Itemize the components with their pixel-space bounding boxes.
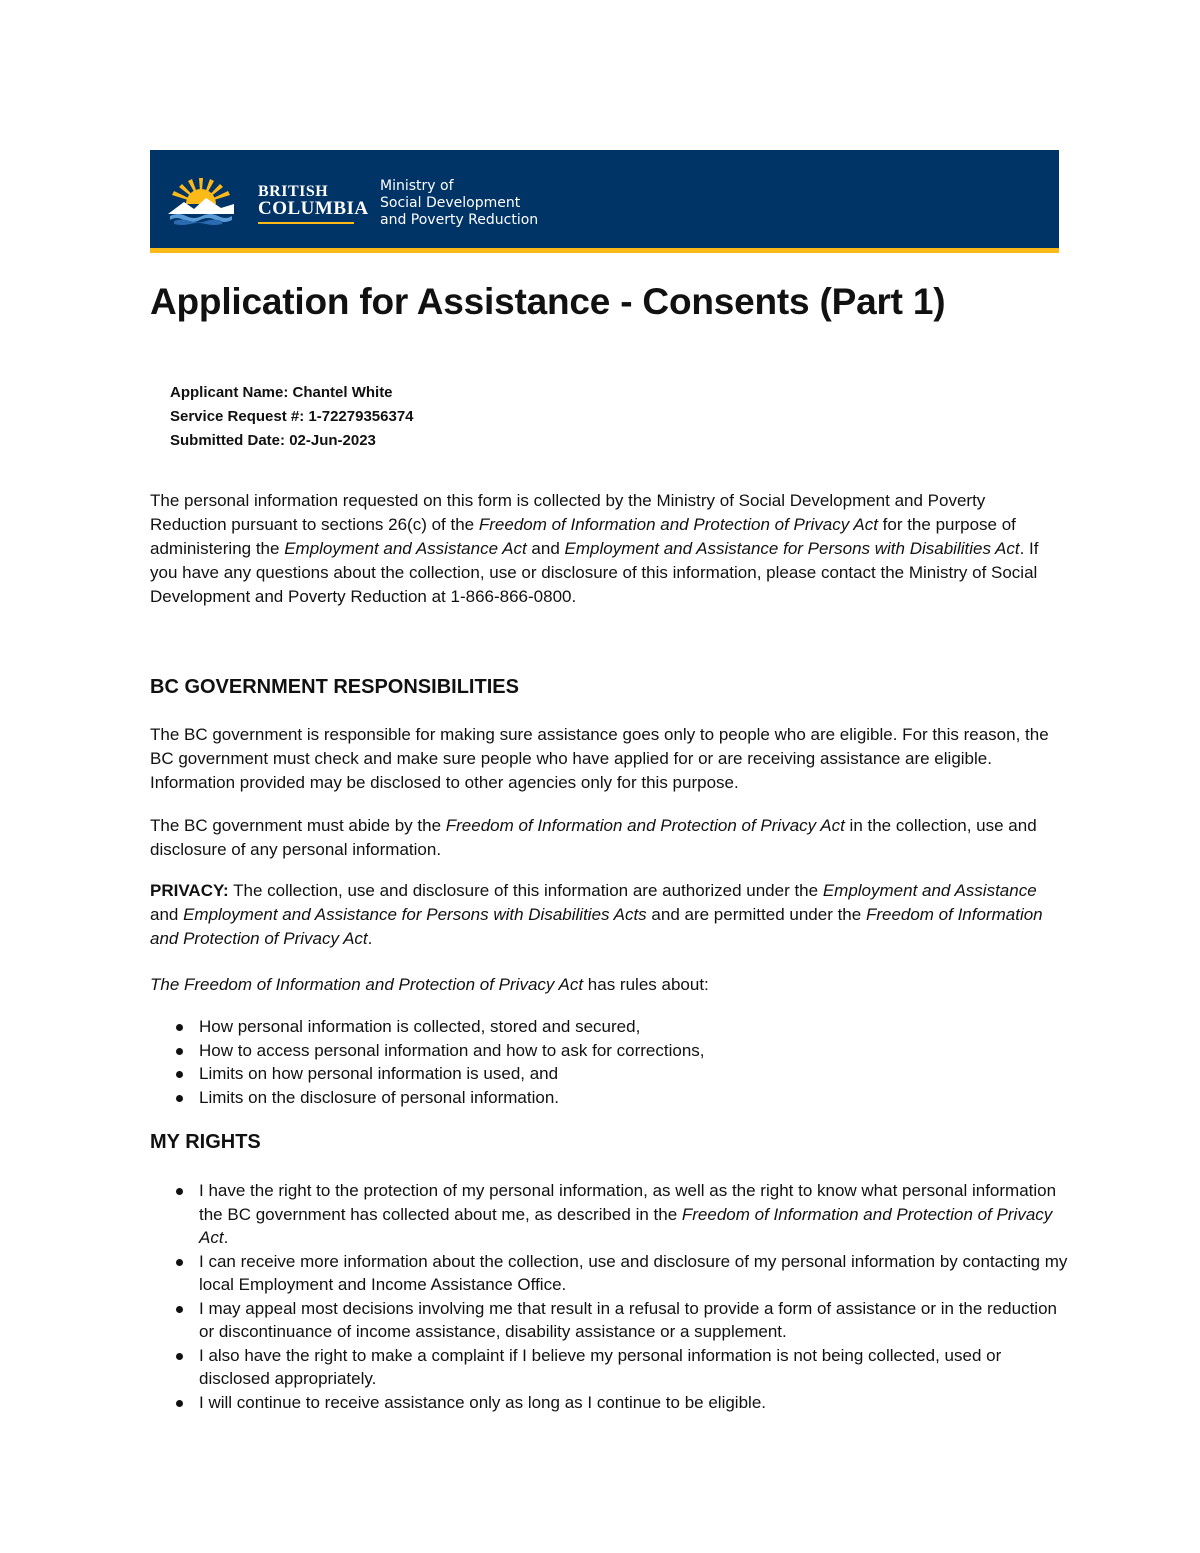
intro-italic-3: Employment and Assistance for Persons with Disabilities Act xyxy=(564,539,1020,558)
bc-sun-logo xyxy=(166,174,236,226)
service-request-value: 1-72279356374 xyxy=(308,408,414,425)
bc-wordmark xyxy=(258,183,369,217)
list-item: I also have the right to make a complaint if I believe my personal information is not being collected, used or disclosed appropriately. xyxy=(170,1344,1070,1391)
rules-intro xyxy=(150,973,1060,997)
privacy-text-3: and are permitted under the xyxy=(646,905,866,924)
privacy-paragraph xyxy=(150,879,1060,951)
heading-my-rights: MY RIGHTS xyxy=(150,1131,261,1153)
gov-p2-italic-1: Freedom of Information and Protection of Privacy Act xyxy=(445,816,845,835)
service-request-row xyxy=(170,405,414,429)
page-title: Application for Assistance - Consents (Part 1) xyxy=(150,281,946,322)
heading-gov-responsibilities: BC GOVERNMENT RESPONSIBILITIES xyxy=(150,676,519,698)
header-banner xyxy=(150,150,1059,253)
rights-b1-text-2: . xyxy=(223,1228,229,1247)
applicant-name-value: Chantel White xyxy=(292,384,393,401)
ministry-name xyxy=(380,178,538,229)
list-item: I can receive more information about the collection, use and disclosure of my personal information by contacting my local Employment and Income Assistance Office. xyxy=(170,1250,1070,1297)
submitted-date-value: 02-Jun-2023 xyxy=(289,432,376,449)
ministry-line-3: and Poverty Reduction xyxy=(380,212,539,228)
ministry-line-2: Social Development xyxy=(380,195,521,211)
list-item: How to access personal information and how to ask for corrections, xyxy=(170,1039,1070,1063)
applicant-info xyxy=(170,381,414,453)
list-item: How personal information is collected, stored and secured, xyxy=(170,1015,1070,1039)
privacy-text-4: . xyxy=(367,929,373,948)
ministry-line-1: Ministry of xyxy=(380,178,454,194)
privacy-italic-1: Employment and Assistance xyxy=(822,881,1037,900)
privacy-italic-2: Employment and Assistance for Persons with Disabilities Acts xyxy=(183,905,647,924)
applicant-name-row xyxy=(170,381,414,405)
rights-b1-italic: Freedom of Information and Protection of Privacy Act xyxy=(199,1204,1053,1247)
intro-italic-2: Employment and Assistance Act xyxy=(284,539,527,558)
gov-p2-text-1: The BC government must abide by the xyxy=(150,816,446,835)
privacy-text-1: The collection, use and disclosure of this information are authorized under the xyxy=(228,881,823,900)
list-item: I may appeal most decisions involving me that result in a refusal to provide a form of assistance or in the reduction or discontinuance of income assistance, disability assistance or a supplement. xyxy=(170,1297,1070,1344)
intro-text-2: for the purpose of administering the xyxy=(150,515,1016,558)
intro-text-1: The personal information requested on this form is collected by the Ministry of Social Development and Poverty Reduction pursuant to sections 26(c) of the xyxy=(150,491,986,534)
intro-italic-1: Freedom of Information and Protection of Privacy Act xyxy=(478,515,878,534)
rights-b1-text-1: I have the right to the protection of my personal information, as well as the right to know what personal information the BC government has collected about me, as described in the xyxy=(199,1181,1057,1224)
submitted-date-row xyxy=(170,429,414,453)
intro-paragraph xyxy=(150,489,1060,609)
gov-paragraph-2 xyxy=(150,814,1060,862)
rules-text: has rules about: xyxy=(583,975,709,994)
list-item: Limits on the disclosure of personal information. xyxy=(170,1086,1070,1110)
submitted-date-label: Submitted Date: xyxy=(170,432,286,449)
privacy-text-2: and xyxy=(150,905,184,924)
list-item xyxy=(170,1179,1070,1250)
privacy-italic-3: Freedom of Information and Protection of Privacy Act xyxy=(150,905,1043,948)
intro-text-4: . If you have any questions about the collection, use or disclosure of this information, please contact the Ministry of Social Development and Poverty Reduction at 1-866-866-0800. xyxy=(150,539,1039,606)
logo-line-columbia: COLUMBIA xyxy=(258,198,369,219)
list-item: I will continue to receive assistance only as long as I continue to be eligible. xyxy=(170,1391,1070,1415)
intro-text-3: and xyxy=(526,539,565,558)
rules-list xyxy=(170,1015,1070,1109)
gov-p2-text-2: in the collection, use and disclosure of any personal information. xyxy=(150,816,1037,859)
rights-list xyxy=(170,1179,1070,1414)
service-request-label: Service Request #: xyxy=(170,408,305,425)
rules-italic: The Freedom of Information and Protection of Privacy Act xyxy=(150,975,584,994)
logo-underline xyxy=(258,222,354,224)
applicant-name-label: Applicant Name: xyxy=(170,384,289,401)
logo-line-british: BRITISH xyxy=(258,183,329,200)
privacy-label: PRIVACY: xyxy=(150,881,229,900)
list-item: Limits on how personal information is used, and xyxy=(170,1062,1070,1086)
gov-paragraph-1: The BC government is responsible for making sure assistance goes only to people who are eligible. For this reason, the BC government must check and make sure people who have applied for or are receiving assistance are eligible. Information provided may be disclosed to other agencies only for this purpose. xyxy=(150,725,1049,792)
